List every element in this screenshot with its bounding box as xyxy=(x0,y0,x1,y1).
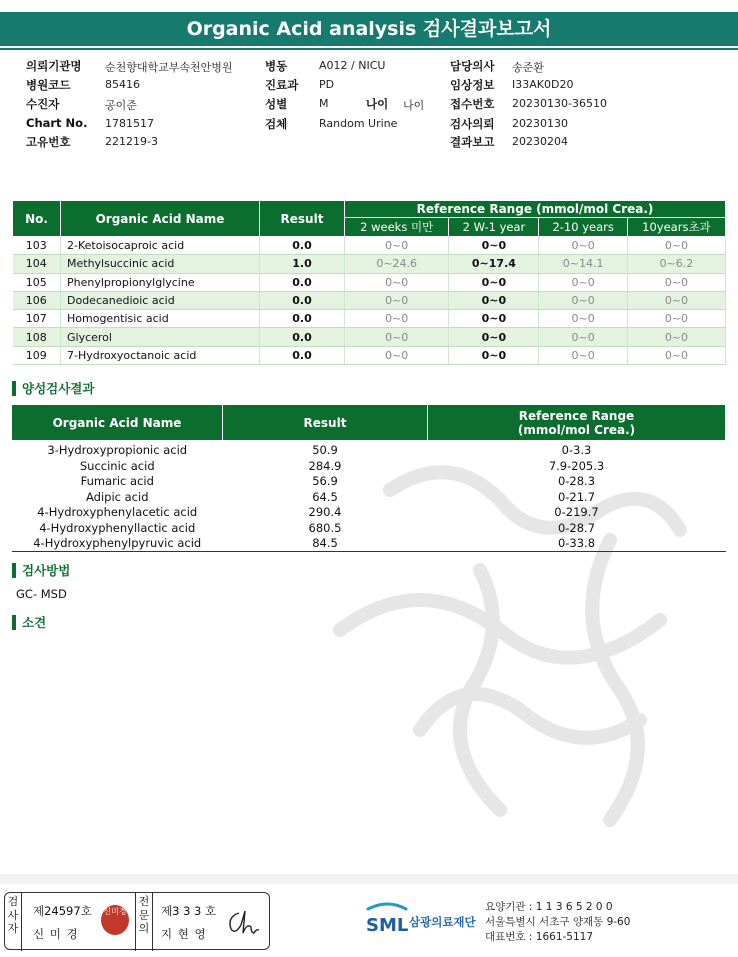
table-row xyxy=(13,255,726,273)
row-result: 0.0 xyxy=(260,346,345,364)
reference-range-table xyxy=(12,200,726,365)
table-row xyxy=(12,440,726,459)
info-label: 담당의사 xyxy=(450,59,495,73)
row-result: 0.0 xyxy=(260,310,345,328)
table-row xyxy=(12,536,726,552)
row-acid-name: Methylsuccinic acid xyxy=(61,255,260,273)
positive-result: 50.9 xyxy=(312,443,338,457)
info-label: 검사의뢰 xyxy=(450,117,495,131)
positive-ref: 0-3.3 xyxy=(561,443,592,457)
doctor-label xyxy=(135,893,153,951)
info-label: 검체 xyxy=(265,117,288,131)
row-reference: 0~0 xyxy=(627,237,725,255)
row-no: 108 xyxy=(13,328,61,346)
positive-name: 4-Hydroxyphenylpyruvic acid xyxy=(33,536,202,550)
col-age-group: 2 weeks 미만 xyxy=(345,218,449,237)
info-value: 20230204 xyxy=(512,135,568,148)
org-line1: 요양기관 : 1 1 3 6 5 2 0 0 xyxy=(485,901,613,913)
col-pos-name: Organic Acid Name xyxy=(12,405,223,440)
row-reference: 0~0 xyxy=(345,273,449,291)
table-row xyxy=(13,237,726,255)
row-reference: 0~0 xyxy=(449,328,539,346)
info-label: 성별 xyxy=(265,97,288,111)
report-title: Organic Acid analysis 검사결과보고서 xyxy=(0,12,738,46)
info-value: 나이 xyxy=(403,99,425,112)
positive-name: 3-Hydroxypropionic acid xyxy=(47,443,188,457)
info-label: 병원코드 xyxy=(26,78,71,92)
org-info xyxy=(485,900,630,945)
table-row xyxy=(12,505,726,521)
positive-ref: 0-28.7 xyxy=(557,520,596,535)
info-value: 공이준 xyxy=(105,99,137,112)
col-result: Result xyxy=(260,201,345,237)
positive-name: 4-Hydroxyphenyllactic acid xyxy=(39,520,196,535)
seal-text: 신미경 xyxy=(103,907,127,916)
row-reference: 0~0 xyxy=(627,273,725,291)
method-value: GC- MSD xyxy=(16,587,67,601)
positive-result: 84.5 xyxy=(312,536,338,550)
info-value: 20230130-36510 xyxy=(512,97,607,110)
col-no: No. xyxy=(13,201,61,237)
col-pos-result: Result xyxy=(223,405,428,440)
positive-result: 56.9 xyxy=(312,474,338,488)
positive-result: 680.5 xyxy=(308,520,342,535)
info-value: 20230130 xyxy=(512,117,568,130)
positive-name: Fumaric acid xyxy=(80,474,154,488)
info-value: PD xyxy=(319,78,335,91)
positive-name: Adipic acid xyxy=(86,489,149,504)
info-label: 접수번호 xyxy=(450,97,495,111)
row-reference: 0~0 xyxy=(345,328,449,346)
positive-ref: 0-28.3 xyxy=(557,474,596,488)
info-label: 나이 xyxy=(366,97,389,111)
info-label: 임상정보 xyxy=(450,78,495,92)
row-reference: 0~0 xyxy=(449,237,539,255)
row-reference: 0~0 xyxy=(449,291,539,309)
info-label: 결과보고 xyxy=(450,135,495,149)
positive-ref: 0-219.7 xyxy=(554,505,599,519)
row-reference: 0~24.6 xyxy=(345,255,449,273)
sml-logo-text: SML xyxy=(366,915,409,936)
col-age-group: 10years초과 xyxy=(627,218,725,237)
table-row xyxy=(12,521,726,537)
row-no: 106 xyxy=(13,291,61,309)
row-acid-name: Dodecanedioic acid xyxy=(61,291,260,309)
row-reference: 0~0 xyxy=(539,346,627,364)
row-result: 0.0 xyxy=(260,328,345,346)
method-heading: 검사방법 xyxy=(12,563,70,578)
table-row xyxy=(12,490,726,506)
positive-ref: 7.9-205.3 xyxy=(548,458,605,473)
tester-name: 신 미 경 xyxy=(33,927,79,941)
row-reference: 0~0 xyxy=(449,273,539,291)
opinion-heading: 소견 xyxy=(12,615,46,630)
row-no: 104 xyxy=(13,255,61,273)
row-acid-name: Glycerol xyxy=(61,328,260,346)
info-value: 순천향대학교부속천안병원 xyxy=(105,61,233,74)
positive-ref: 0-21.7 xyxy=(557,489,596,504)
row-acid-name: 2-Ketoisocaproic acid xyxy=(61,237,260,255)
table-row xyxy=(13,273,726,291)
row-reference: 0~0 xyxy=(627,310,725,328)
row-result: 0.0 xyxy=(260,237,345,255)
org-line2: 서울특별시 서초구 양재동 9-60 xyxy=(485,916,631,928)
tester-license-no: 제24597호 xyxy=(33,904,92,918)
row-result: 0.0 xyxy=(260,291,345,309)
positive-result: 64.5 xyxy=(312,489,338,504)
row-result: 0.0 xyxy=(260,273,345,291)
vertical-char: 의 xyxy=(138,922,150,935)
sml-logo-icon xyxy=(364,901,410,937)
vertical-char: 전 xyxy=(138,895,150,908)
positive-name: 4-Hydroxyphenylacetic acid xyxy=(37,505,198,519)
row-reference: 0~0 xyxy=(449,346,539,364)
row-no: 103 xyxy=(13,237,61,255)
table-row xyxy=(13,291,726,309)
row-acid-name: Homogentisic acid xyxy=(61,310,260,328)
row-no: 105 xyxy=(13,273,61,291)
col-age-group: 2-10 years xyxy=(539,218,627,237)
row-reference: 0~0 xyxy=(539,310,627,328)
patient-info xyxy=(0,0,738,150)
info-label: Chart No. xyxy=(26,116,88,130)
org-name: 삼광의료재단 xyxy=(409,915,476,929)
footer-band xyxy=(0,874,738,884)
signature-box xyxy=(4,892,270,950)
row-reference: 0~0 xyxy=(539,237,627,255)
table-row xyxy=(13,346,726,364)
row-reference: 0~0 xyxy=(345,310,449,328)
col-name: Organic Acid Name xyxy=(61,201,260,237)
row-reference: 0~0 xyxy=(449,310,539,328)
info-value: M xyxy=(319,97,329,110)
row-reference: 0~0 xyxy=(627,291,725,309)
col-pos-ref xyxy=(428,405,726,440)
info-label: 병동 xyxy=(265,59,288,73)
info-value: I33AK0D20 xyxy=(512,78,574,91)
positive-name: Succinic acid xyxy=(79,458,155,473)
info-value: A012 / NICU xyxy=(319,59,386,72)
row-reference: 0~0 xyxy=(345,346,449,364)
info-label: 진료과 xyxy=(265,78,299,92)
row-reference: 0~0 xyxy=(345,291,449,309)
table-row xyxy=(13,310,726,328)
row-reference: 0~0 xyxy=(539,273,627,291)
info-label: 수진자 xyxy=(26,97,60,111)
positive-result: 284.9 xyxy=(308,458,342,473)
row-reference: 0~14.1 xyxy=(539,255,627,273)
tester-label xyxy=(5,893,22,951)
row-no: 109 xyxy=(13,346,61,364)
table-row xyxy=(12,459,726,475)
positive-result: 290.4 xyxy=(308,505,342,519)
table-row xyxy=(12,474,726,490)
vertical-char: 사 xyxy=(7,908,19,922)
row-reference: 0~6.2 xyxy=(627,255,725,273)
positive-results-table xyxy=(12,405,726,552)
row-reference: 0~0 xyxy=(627,346,725,364)
tester-seal xyxy=(101,905,129,935)
positive-ref: 0-33.8 xyxy=(557,536,596,550)
info-value: 1781517 xyxy=(105,117,154,130)
col-age-group: 2 W-1 year xyxy=(449,218,539,237)
info-value: 221219-3 xyxy=(105,135,158,148)
table-row xyxy=(13,328,726,346)
info-value: Random Urine xyxy=(319,117,398,130)
row-acid-name: Phenylpropionylglycine xyxy=(61,273,260,291)
info-value: 85416 xyxy=(105,78,140,91)
ref-header-line1: Reference Range xyxy=(518,408,635,423)
info-label: 고유번호 xyxy=(26,135,71,149)
row-no: 107 xyxy=(13,310,61,328)
col-reference: Reference Range (mmol/mol Crea.) xyxy=(345,201,726,218)
row-reference: 0~0 xyxy=(539,328,627,346)
table-divider xyxy=(12,551,726,552)
info-label: 의뢰기관명 xyxy=(26,59,82,73)
row-reference: 0~0 xyxy=(539,291,627,309)
row-result: 1.0 xyxy=(260,255,345,273)
row-reference: 0~0 xyxy=(345,237,449,255)
doctor-license-no: 제3 3 3 호 xyxy=(161,904,217,918)
doctor-name: 지 현 영 xyxy=(161,927,207,941)
row-acid-name: 7-Hydroxyoctanoic acid xyxy=(61,346,260,364)
info-value: 송준환 xyxy=(512,61,544,74)
vertical-char: 자 xyxy=(7,922,19,935)
vertical-char: 검 xyxy=(7,895,19,908)
row-reference: 0~17.4 xyxy=(449,255,539,273)
vertical-char: 문 xyxy=(138,908,150,922)
positive-results-heading: 양성검사결과 xyxy=(12,381,94,396)
doctor-signature-icon xyxy=(225,907,265,937)
org-line3: 대표번호 : 1661-5117 xyxy=(485,931,594,943)
ref-header-line2: (mmol/mol Crea.) xyxy=(517,422,636,437)
row-reference: 0~0 xyxy=(627,328,725,346)
